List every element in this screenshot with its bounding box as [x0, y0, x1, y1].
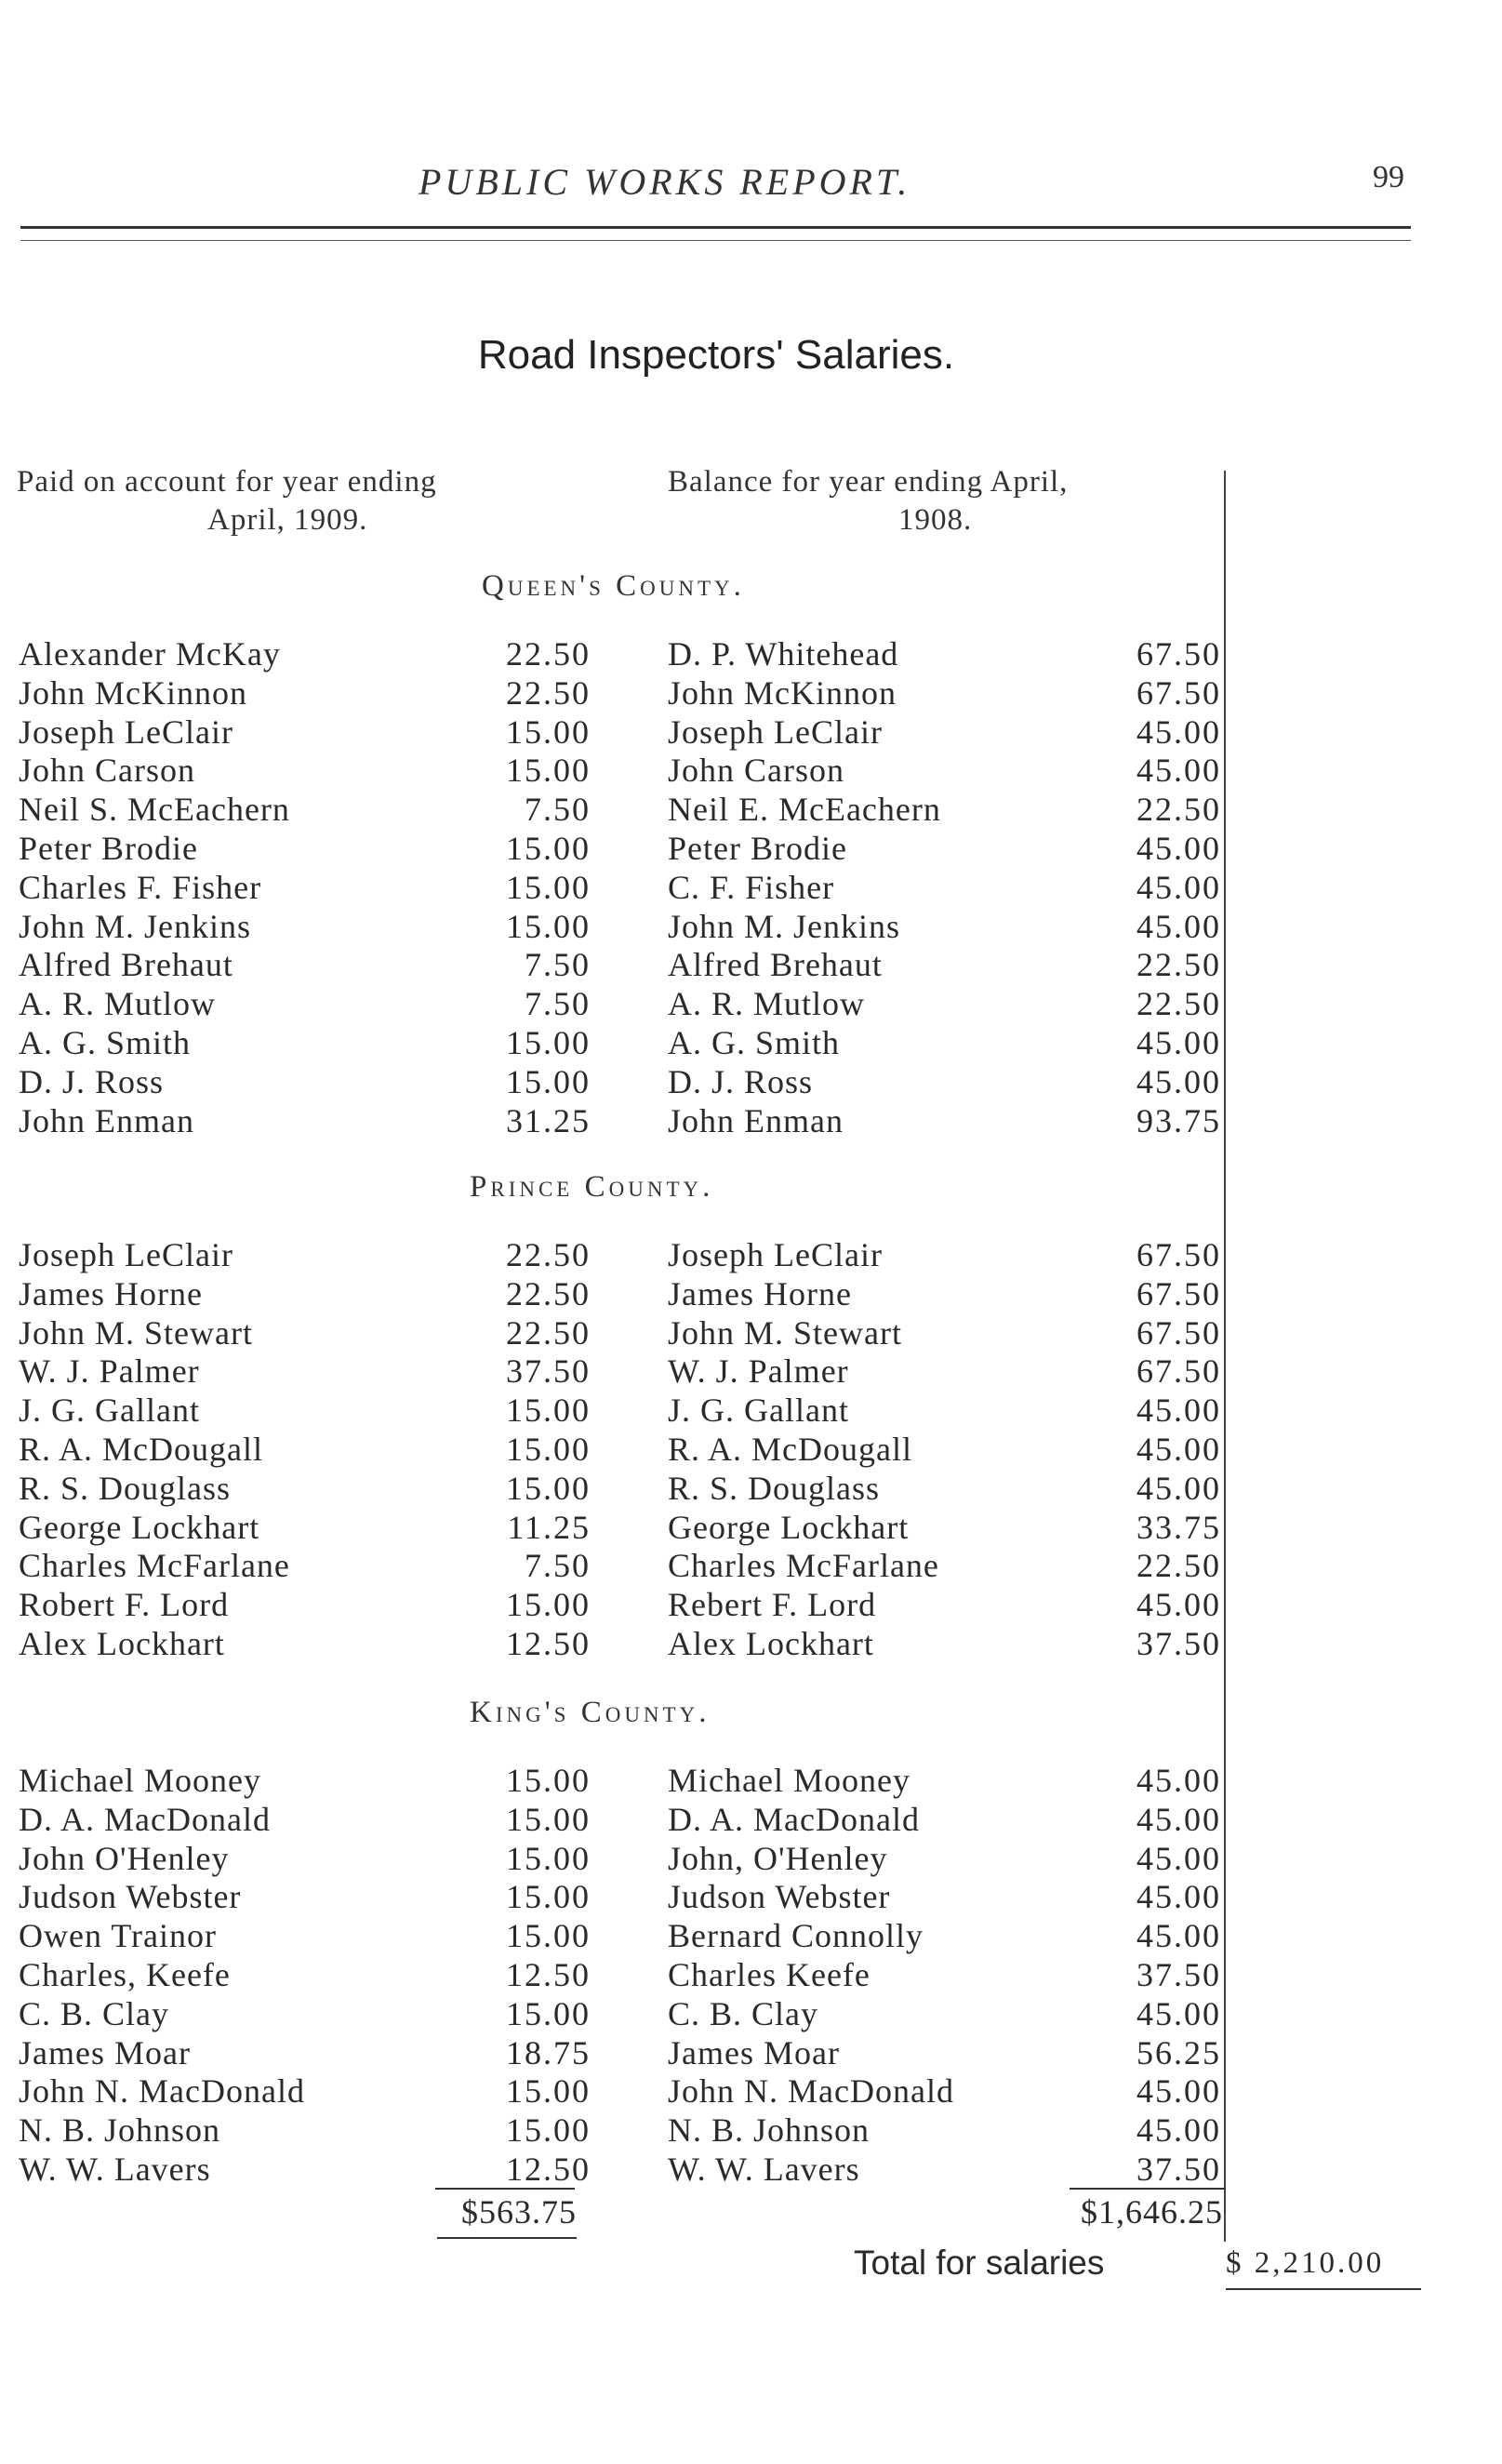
page-title: Road Inspectors' Salaries. [477, 332, 955, 378]
table-row [0, 1508, 1502, 1547]
balance-amount: 45.00 [1136, 713, 1221, 751]
paid-inspector-name: W. W. Lavers [19, 2151, 211, 2188]
paid-amount: 31.25 [506, 1102, 591, 1139]
balance-amount: 45.00 [1136, 2072, 1221, 2110]
paid-amount: 22.50 [506, 674, 591, 712]
balance-inspector-name: Joseph LeClair [668, 713, 883, 751]
paid-inspector-name: John Carson [19, 752, 195, 789]
balance-amount: 22.50 [1136, 1547, 1221, 1584]
paid-inspector-name: Joseph LeClair [19, 1236, 233, 1273]
balance-amount: 67.50 [1136, 635, 1221, 673]
paid-amount: 18.75 [506, 2034, 591, 2071]
balance-amount: 45.00 [1136, 1431, 1221, 1468]
balance-inspector-name: Joseph LeClair [668, 1236, 883, 1273]
balance-inspector-name: John McKinnon [668, 674, 897, 712]
balance-amount: 45.00 [1136, 869, 1221, 906]
balance-inspector-name: C. F. Fisher [668, 869, 835, 906]
balance-amount: 67.50 [1136, 674, 1221, 712]
table-row [0, 1101, 1502, 1140]
table-row [0, 907, 1502, 946]
grand-total-label: Total for salaries [854, 2244, 1105, 2282]
paid-inspector-name: W. J. Palmer [19, 1352, 200, 1390]
balance-total: $1,646.25 [1081, 2193, 1223, 2231]
balance-inspector-name: Neil E. McEachern [668, 791, 941, 828]
header-rule-thick [20, 226, 1411, 229]
balance-amount: 45.00 [1136, 1586, 1221, 1623]
table-row [0, 1624, 1502, 1663]
table-row [0, 1800, 1502, 1839]
balance-amount: 45.00 [1136, 1024, 1221, 1061]
balance-inspector-name: John, O'Henley [668, 1840, 888, 1877]
paid-inspector-name: John N. MacDonald [19, 2072, 305, 2110]
paid-inspector-name: James Horne [19, 1275, 203, 1312]
table-row [0, 2111, 1502, 2150]
paid-amount: 15.00 [506, 1392, 591, 1429]
table-row [0, 1062, 1502, 1101]
paid-amount: 12.50 [506, 2151, 591, 2188]
balance-inspector-name: John M. Stewart [668, 1314, 902, 1352]
balance-inspector-name: John Carson [668, 752, 844, 789]
paid-amount: 22.50 [506, 1275, 591, 1312]
balance-total-rule [1070, 2188, 1226, 2190]
paid-amount: 15.00 [506, 1024, 591, 1061]
paid-inspector-name: Alexander McKay [19, 635, 281, 673]
table-row [0, 1761, 1502, 1800]
paid-header-line-2: April, 1909. [207, 503, 368, 537]
balance-amount: 37.50 [1136, 1625, 1221, 1662]
table-row [0, 1955, 1502, 1994]
paid-amount: 12.50 [506, 1956, 591, 1993]
paid-amount: 15.00 [506, 869, 591, 906]
table-row [0, 1274, 1502, 1313]
table-row [0, 868, 1502, 907]
balance-amount: 45.00 [1136, 752, 1221, 789]
paid-inspector-name: Alex Lockhart [19, 1625, 225, 1662]
paid-inspector-name: Charles McFarlane [19, 1547, 290, 1584]
table-row [0, 1877, 1502, 1916]
paid-inspector-name: A. R. Mutlow [19, 985, 217, 1022]
table-row [0, 1994, 1502, 2033]
balance-inspector-name: R. S. Douglass [668, 1470, 881, 1507]
paid-inspector-name: James Moar [19, 2034, 191, 2071]
table-row [0, 945, 1502, 984]
balance-amount: 67.50 [1136, 1352, 1221, 1390]
table-row [0, 1916, 1502, 1955]
paid-amount: 15.00 [506, 1878, 591, 1915]
balance-inspector-name: Michael Mooney [668, 1762, 911, 1799]
balance-amount: 45.00 [1136, 1995, 1221, 2032]
balance-inspector-name: John M. Jenkins [668, 908, 901, 945]
table-row [0, 1023, 1502, 1062]
paid-inspector-name: Michael Mooney [19, 1762, 261, 1799]
running-header [0, 160, 1502, 206]
paid-amount: 22.50 [506, 1236, 591, 1273]
balance-inspector-name: Charles Keefe [668, 1956, 871, 1993]
balance-amount: 67.50 [1136, 1314, 1221, 1352]
balance-inspector-name: R. A. McDougall [668, 1431, 912, 1468]
paid-amount: 15.00 [506, 2072, 591, 2110]
paid-amount: 22.50 [506, 635, 591, 673]
balance-inspector-name: D. P. Whitehead [668, 635, 899, 673]
paid-inspector-name: John Enman [19, 1102, 194, 1139]
table-row [0, 751, 1502, 790]
table-row [0, 1585, 1502, 1624]
balance-inspector-name: A. R. Mutlow [668, 985, 866, 1022]
paid-column-header [17, 463, 584, 539]
balance-inspector-name: C. B. Clay [668, 1995, 819, 2032]
paid-amount: 15.00 [506, 1917, 591, 1954]
balance-inspector-name: J. G. Gallant [668, 1392, 849, 1429]
balance-amount: 45.00 [1136, 1762, 1221, 1799]
balance-amount: 56.25 [1136, 2034, 1221, 2071]
balance-amount: 22.50 [1136, 791, 1221, 828]
balance-inspector-name: D. J. Ross [668, 1063, 814, 1100]
paid-inspector-name: John McKinnon [19, 674, 247, 712]
paid-total-rule [435, 2188, 575, 2190]
balance-inspector-name: Charles McFarlane [668, 1547, 939, 1584]
paid-inspector-name: Alfred Brehaut [19, 946, 233, 983]
table-row [0, 2150, 1502, 2189]
table-row [0, 1313, 1502, 1352]
paid-inspector-name: John O'Henley [19, 1840, 230, 1877]
balance-amount: 45.00 [1136, 1801, 1221, 1838]
grand-total-underline [1226, 2288, 1421, 2290]
section-title: Prince County. [470, 1170, 714, 1204]
paid-amount: 7.50 [525, 985, 591, 1022]
balance-inspector-name: John Enman [668, 1102, 844, 1139]
balance-inspector-name: Peter Brodie [668, 830, 847, 867]
balance-amount: 22.50 [1136, 946, 1221, 983]
table-row [0, 1546, 1502, 1585]
paid-inspector-name: Judson Webster [19, 1878, 242, 1915]
paid-inspector-name: Robert F. Lord [19, 1586, 230, 1623]
paid-amount: 7.50 [525, 946, 591, 983]
table-row [0, 1235, 1502, 1274]
table-row [0, 673, 1502, 713]
table-row [0, 1839, 1502, 1878]
balance-amount: 45.00 [1136, 1878, 1221, 1915]
paid-inspector-name: Charles F. Fisher [19, 869, 262, 906]
paid-inspector-name: Joseph LeClair [19, 713, 233, 751]
paid-inspector-name: John M. Jenkins [19, 908, 252, 945]
paid-inspector-name: J. G. Gallant [19, 1392, 200, 1429]
paid-total: $563.75 [461, 2193, 577, 2231]
balance-amount: 67.50 [1136, 1236, 1221, 1273]
table-row [0, 984, 1502, 1023]
paid-amount: 15.00 [506, 908, 591, 945]
header-rule-thin [20, 240, 1411, 241]
paid-amount: 22.50 [506, 1314, 591, 1352]
paid-inspector-name: D. A. MacDonald [19, 1801, 271, 1838]
balance-column-header [668, 463, 1226, 539]
balance-header-line-2: 1908. [898, 503, 973, 537]
paid-inspector-name: Charles, Keefe [19, 1956, 231, 1993]
table-row [0, 1469, 1502, 1508]
table-row [0, 1430, 1502, 1469]
paid-total-underline [437, 2237, 577, 2239]
paid-amount: 15.00 [506, 1801, 591, 1838]
paid-inspector-name: R. A. McDougall [19, 1431, 263, 1468]
paid-amount: 7.50 [525, 1547, 591, 1584]
paid-inspector-name: Peter Brodie [19, 830, 198, 867]
balance-amount: 37.50 [1136, 1956, 1221, 1993]
table-row [0, 2033, 1502, 2072]
balance-inspector-name: Judson Webster [668, 1878, 891, 1915]
balance-inspector-name: Alex Lockhart [668, 1625, 874, 1662]
balance-inspector-name: A. G. Smith [668, 1024, 841, 1061]
paid-amount: 15.00 [506, 1586, 591, 1623]
balance-inspector-name: Alfred Brehaut [668, 946, 883, 983]
balance-inspector-name: George Lockhart [668, 1509, 910, 1546]
paid-amount: 15.00 [506, 1470, 591, 1507]
paid-amount: 15.00 [506, 1063, 591, 1100]
paid-header-line-1: Paid on account for year ending [17, 465, 437, 499]
paid-inspector-name: Owen Trainor [19, 1917, 218, 1954]
paid-amount: 15.00 [506, 830, 591, 867]
report-title: PUBLIC WORKS REPORT. [419, 161, 911, 203]
balance-inspector-name: Bernard Connolly [668, 1917, 924, 1954]
paid-inspector-name: R. S. Douglass [19, 1470, 232, 1507]
balance-amount: 45.00 [1136, 1840, 1221, 1877]
paid-amount: 11.25 [507, 1509, 591, 1546]
balance-amount: 37.50 [1136, 2151, 1221, 2188]
table-row [0, 1352, 1502, 1391]
balance-inspector-name: N. B. Johnson [668, 2111, 871, 2149]
paid-inspector-name: George Lockhart [19, 1509, 260, 1546]
balance-amount: 33.75 [1136, 1509, 1221, 1546]
paid-amount: 15.00 [506, 752, 591, 789]
balance-inspector-name: James Moar [668, 2034, 840, 2071]
balance-inspector-name: W. W. Lavers [668, 2151, 860, 2188]
balance-amount: 45.00 [1136, 830, 1221, 867]
table-row [0, 713, 1502, 752]
balance-inspector-name: D. A. MacDonald [668, 1801, 920, 1838]
balance-inspector-name: W. J. Palmer [668, 1352, 849, 1390]
balance-amount: 45.00 [1136, 2111, 1221, 2149]
balance-inspector-name: John N. MacDonald [668, 2072, 954, 2110]
paid-amount: 15.00 [506, 1840, 591, 1877]
paid-inspector-name: A. G. Smith [19, 1024, 192, 1061]
paid-amount: 15.00 [506, 1995, 591, 2032]
table-row [0, 2071, 1502, 2111]
balance-amount: 45.00 [1136, 1470, 1221, 1507]
balance-amount: 45.00 [1136, 1392, 1221, 1429]
balance-amount: 22.50 [1136, 985, 1221, 1022]
paid-amount: 15.00 [506, 1431, 591, 1468]
paid-amount: 37.50 [506, 1352, 591, 1390]
table-row [0, 1391, 1502, 1430]
paid-inspector-name: C. B. Clay [19, 1995, 170, 2032]
section-title: Queen's County. [482, 569, 745, 603]
balance-header-line-1: Balance for year ending April, [668, 465, 1069, 499]
table-row [0, 790, 1502, 829]
paid-inspector-name: D. J. Ross [19, 1063, 165, 1100]
paid-amount: 15.00 [506, 2111, 591, 2149]
balance-amount: 67.50 [1136, 1275, 1221, 1312]
balance-amount: 45.00 [1136, 1917, 1221, 1954]
balance-inspector-name: James Horne [668, 1275, 852, 1312]
balance-amount: 45.00 [1136, 1063, 1221, 1100]
paid-amount: 15.00 [506, 713, 591, 751]
page-number: 99 [1373, 160, 1404, 194]
balance-amount: 45.00 [1136, 908, 1221, 945]
paid-amount: 7.50 [525, 791, 591, 828]
balance-amount: 93.75 [1136, 1102, 1221, 1139]
paid-amount: 12.50 [506, 1625, 591, 1662]
paid-inspector-name: N. B. Johnson [19, 2111, 221, 2149]
grand-total-amount: $ 2,210.00 [1226, 2246, 1385, 2280]
table-row [0, 634, 1502, 673]
balance-inspector-name: Rebert F. Lord [668, 1586, 877, 1623]
table-row [0, 829, 1502, 868]
paid-amount: 15.00 [506, 1762, 591, 1799]
paid-inspector-name: Neil S. McEachern [19, 791, 290, 828]
paid-inspector-name: John M. Stewart [19, 1314, 253, 1352]
section-title: King's County. [470, 1696, 711, 1729]
